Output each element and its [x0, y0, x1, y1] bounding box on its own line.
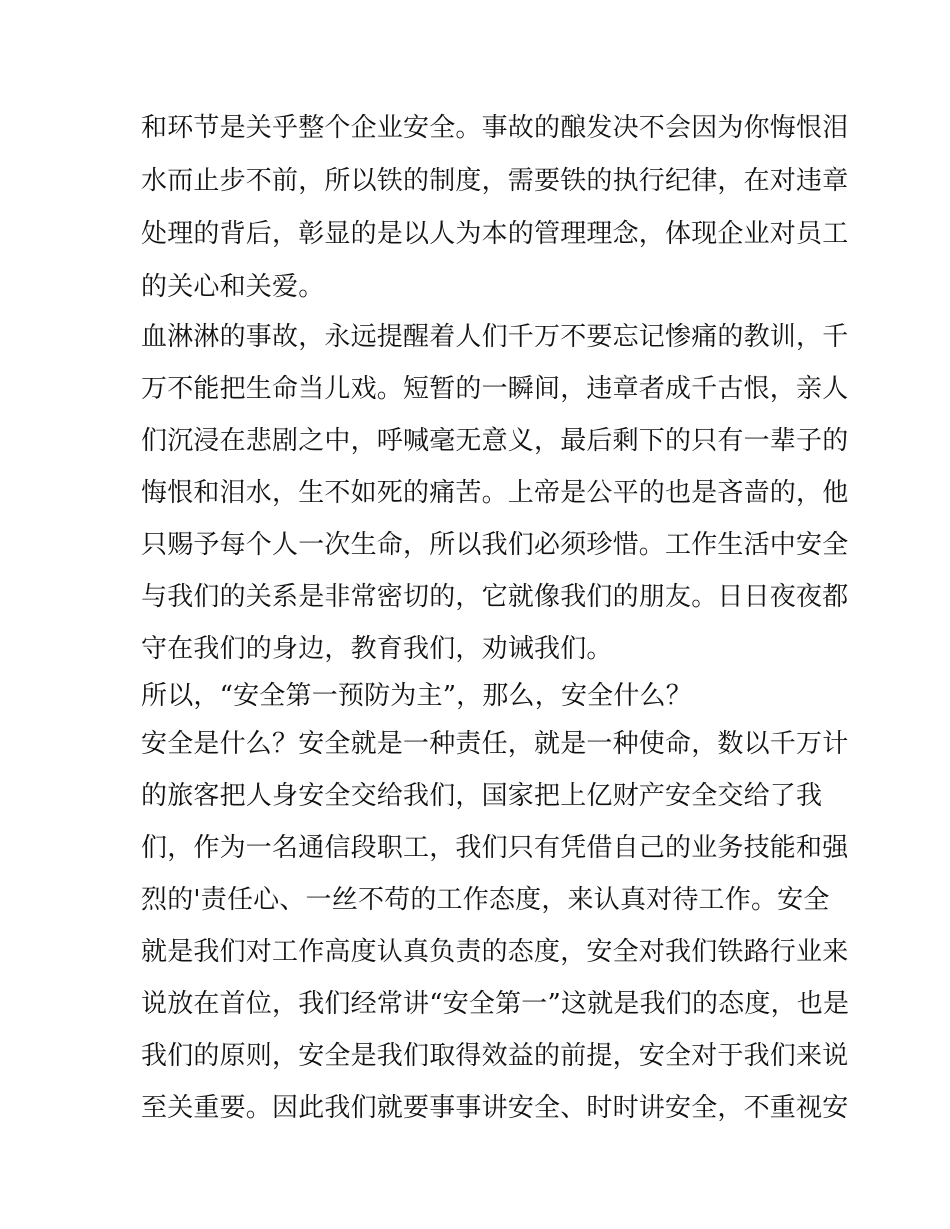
text-line: 烈的'责任心、一丝不苟的工作态度，来认真对待工作。安全: [141, 885, 830, 915]
text-line: 安全是什么？安全就是一种责任，就是一种使命，数以千万计: [141, 729, 849, 759]
text-line: 所以，“安全第一预防为主”，那么，安全什么？: [141, 681, 692, 711]
text-line: 说放在首位，我们经常讲“安全第一”这就是我们的态度，也是: [141, 989, 850, 1019]
text-line: 血淋淋的事故，永远提醒着人们千万不要忘记惨痛的教训，千: [141, 322, 849, 352]
text-line: 们沉浸在悲剧之中，呼喊毫无意义，最后剩下的只有一辈子的: [141, 426, 849, 456]
text-line: 的关心和关爱。: [141, 272, 325, 302]
text-line: 守在我们的身边，教育我们，劝诫我们。: [141, 634, 613, 664]
text-line: 处理的背后，彰显的是以人为本的管理理念，体现企业对员工: [141, 219, 849, 249]
text-line: 至关重要。因此我们就要事事讲安全、时时讲安全，不重视安: [141, 1093, 849, 1123]
text-line: 和环节是关乎整个企业安全。事故的酿发决不会因为你悔恨泪: [141, 113, 849, 143]
text-line: 水而止步不前，所以铁的制度，需要铁的执行纪律，在对违章: [141, 166, 849, 196]
text-line: 只赐予每个人一次生命，所以我们必须珍惜。工作生活中安全: [141, 530, 849, 560]
text-line: 就是我们对工作高度认真负责的态度，安全对我们铁路行业来: [141, 937, 849, 967]
text-line: 与我们的关系是非常密切的，它就像我们的朋友。日日夜夜都: [141, 582, 849, 612]
text-line: 们，作为一名通信段职工，我们只有凭借自己的业务技能和强: [141, 833, 849, 863]
text-line: 悔恨和泪水，生不如死的痛苦。上帝是公平的也是吝啬的，他: [141, 478, 849, 508]
text-line: 的旅客把人身安全交给我们，国家把上亿财产安全交给了我: [141, 781, 823, 811]
text-line: 我们的原则，安全是我们取得效益的前提，安全对于我们来说: [141, 1041, 849, 1071]
text-line: 万不能把生命当儿戏。短暂的一瞬间，违章者成千古恨，亲人: [141, 374, 849, 404]
